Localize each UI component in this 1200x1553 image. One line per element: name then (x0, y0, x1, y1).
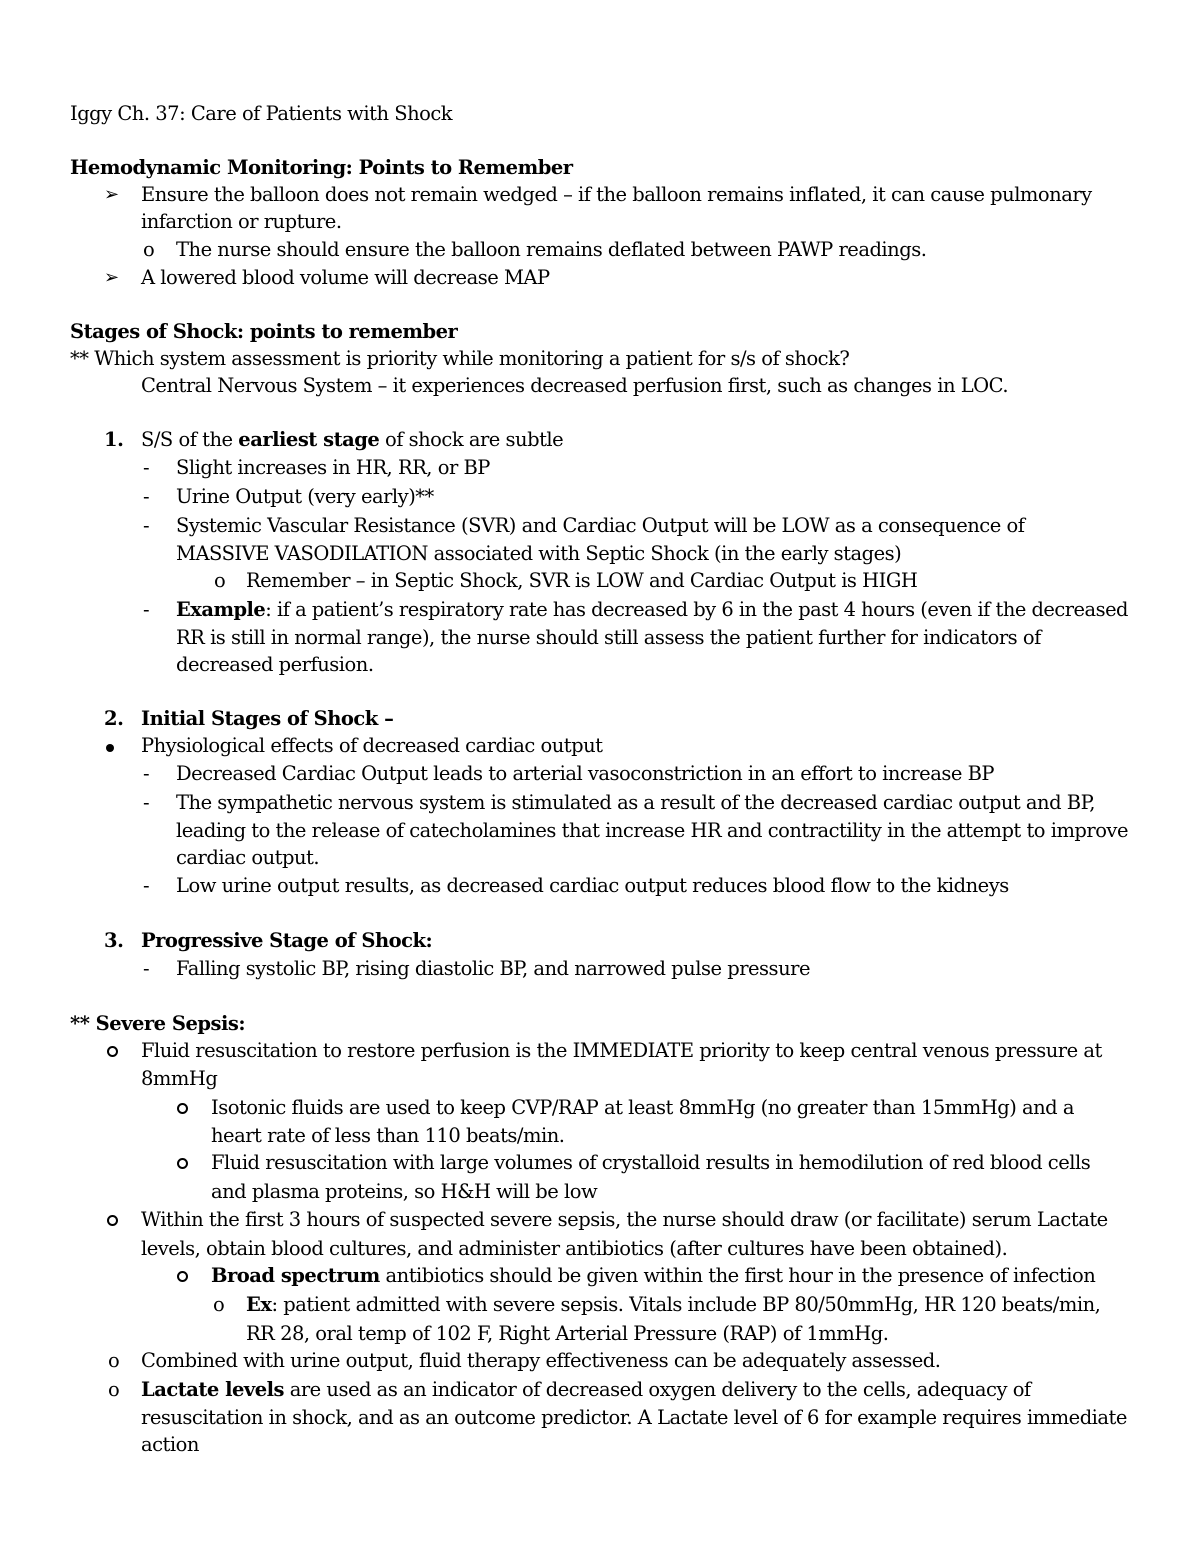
stage-1-item-2: Urine Output (very early)** (176, 485, 434, 508)
sepsis-bullet-1-line-1: Fluid resuscitation to restore perfusion is the IMMEDIATE priority to keep central venous pressure at (141, 1039, 1102, 1062)
sepsis-sub-1b-line-2: and plasma proteins, so H&H will be low (211, 1180, 598, 1203)
hollow-bullet-icon (177, 1149, 188, 1177)
stage-1-item-3-line-1: Systemic Vascular Resistance (SVR) and Cardiac Output will be LOW as a consequence of (176, 514, 1025, 537)
dash-bullet: - (143, 485, 150, 508)
sepsis-sub-1b-line-1: Fluid resuscitation with large volumes of crystalloid results in hemodilution of red blood cells (211, 1151, 1091, 1174)
stage-2-item-2-line-1: The sympathetic nervous system is stimulated as a result of the decreased cardiac output and BP, (176, 791, 1095, 814)
stage-3-number: 3. (104, 929, 124, 952)
stages-answer: Central Nervous System – it experiences decreased perfusion first, such as changes in LOC. (141, 374, 1009, 397)
hollow-bullet-icon: o (108, 1349, 120, 1372)
stage-1-item-4-line-3: decreased perfusion. (176, 653, 374, 676)
sepsis-example-line-1: Ex: patient admitted with severe sepsis. Vitals include BP 80/50mmHg, HR 120 beats/min, (246, 1293, 1101, 1316)
arrow-bullet-icon: ➢ (104, 267, 119, 288)
hemo-sub-bullet: The nurse should ensure the balloon remains deflated between PAWP readings. (176, 238, 927, 261)
stage-1-item-1: Slight increases in HR, RR, or BP (176, 456, 490, 479)
sepsis-bullet-2-line-2: levels, obtain blood cultures, and administer antibiotics (after cultures have been obtained). (141, 1237, 1008, 1260)
stage-1-number: 1. (104, 428, 124, 451)
dash-bullet: - (143, 874, 150, 897)
stage-1-item-4-line-1: Example: if a patient’s respiratory rate has decreased by 6 in the past 4 hours (even if the decreased (176, 598, 1128, 621)
sepsis-sub-1a-line-2: heart rate of less than 110 beats/min. (211, 1124, 565, 1147)
hollow-bullet-icon: o (214, 569, 226, 592)
dash-bullet: - (143, 598, 150, 621)
hollow-bullet-icon (107, 1206, 118, 1234)
sepsis-sub-2a: Broad spectrum antibiotics should be given within the first hour in the presence of infection (211, 1264, 1096, 1287)
dash-bullet: - (143, 762, 150, 785)
sepsis-bullet-4-line-3: action (141, 1433, 199, 1456)
dash-bullet: - (143, 791, 150, 814)
sepsis-bullet-4-line-1: Lactate levels are used as an indicator of decreased oxygen delivery to the cells, adequacy of (141, 1378, 1031, 1401)
stages-question: ** Which system assessment is priority while monitoring a patient for s/s of shock? (70, 347, 850, 370)
stage-1-heading: S/S of the earliest stage of shock are subtle (141, 428, 564, 451)
stage-2-heading: Initial Stages of Shock – (141, 707, 394, 730)
hollow-bullet-icon (177, 1262, 188, 1290)
stage-3-heading: Progressive Stage of Shock: (141, 929, 433, 952)
hollow-bullet-icon: o (108, 1378, 120, 1401)
sepsis-heading: ** Severe Sepsis: (70, 1012, 246, 1035)
stage-2-item-3: Low urine output results, as decreased cardiac output reduces blood flow to the kidneys (176, 874, 1009, 897)
stage-3-item-1: Falling systolic BP, rising diastolic BP, and narrowed pulse pressure (176, 957, 810, 980)
hollow-bullet-icon (107, 1037, 118, 1065)
hemo-heading: Hemodynamic Monitoring: Points to Remember (70, 156, 573, 179)
sepsis-bullet-2-line-1: Within the first 3 hours of suspected severe sepsis, the nurse should draw (or facilitate) serum Lactate (141, 1208, 1108, 1231)
stage-2-bullet: Physiological effects of decreased cardiac output (141, 734, 603, 757)
hollow-bullet-icon: o (213, 1293, 225, 1316)
sepsis-sub-1a-line-1: Isotonic fluids are used to keep CVP/RAP at least 8mmHg (no greater than 15mmHg) and a (211, 1096, 1074, 1119)
dash-bullet: - (143, 957, 150, 980)
dash-bullet: - (143, 456, 150, 479)
sepsis-example-line-2: RR 28, oral temp of 102 F, Right Arterial Pressure (RAP) of 1mmHg. (246, 1322, 889, 1345)
filled-bullet-icon (106, 732, 114, 760)
dash-bullet: - (143, 514, 150, 537)
hemo-bullet-2: A lowered blood volume will decrease MAP (141, 266, 550, 289)
stage-2-item-2-line-2: leading to the release of catecholamines that increase HR and contractility in the attempt to improve (176, 819, 1128, 842)
stage-2-number: 2. (104, 707, 124, 730)
hollow-bullet-icon (177, 1094, 188, 1122)
hemo-bullet-1-line-2: infarction or rupture. (141, 210, 342, 233)
stage-1-item-4-line-2: RR is still in normal range), the nurse should still assess the patient further for indicators of (176, 626, 1041, 649)
page-title: Iggy Ch. 37: Care of Patients with Shock (70, 102, 453, 125)
stage-2-item-2-line-3: cardiac output. (176, 846, 320, 869)
stage-1-item-3-sub: Remember – in Septic Shock, SVR is LOW and Cardiac Output is HIGH (246, 569, 918, 592)
sepsis-bullet-1-line-2: 8mmHg (141, 1067, 218, 1090)
sepsis-bullet-4-line-2: resuscitation in shock, and as an outcome predictor. A Lactate level of 6 for example requires immediate (141, 1406, 1127, 1429)
stages-heading: Stages of Shock: points to remember (70, 320, 458, 343)
stage-1-item-3-line-2: MASSIVE VASODILATION associated with Septic Shock (in the early stages) (176, 542, 902, 565)
arrow-bullet-icon: ➢ (104, 184, 119, 205)
hollow-bullet-icon: o (143, 238, 155, 261)
sepsis-bullet-3: Combined with urine output, fluid therapy effectiveness can be adequately assessed. (141, 1349, 941, 1372)
hemo-bullet-1-line-1: Ensure the balloon does not remain wedged – if the balloon remains inflated, it can cause pulmonary (141, 183, 1092, 206)
stage-2-item-1: Decreased Cardiac Output leads to arterial vasoconstriction in an effort to increase BP (176, 762, 995, 785)
